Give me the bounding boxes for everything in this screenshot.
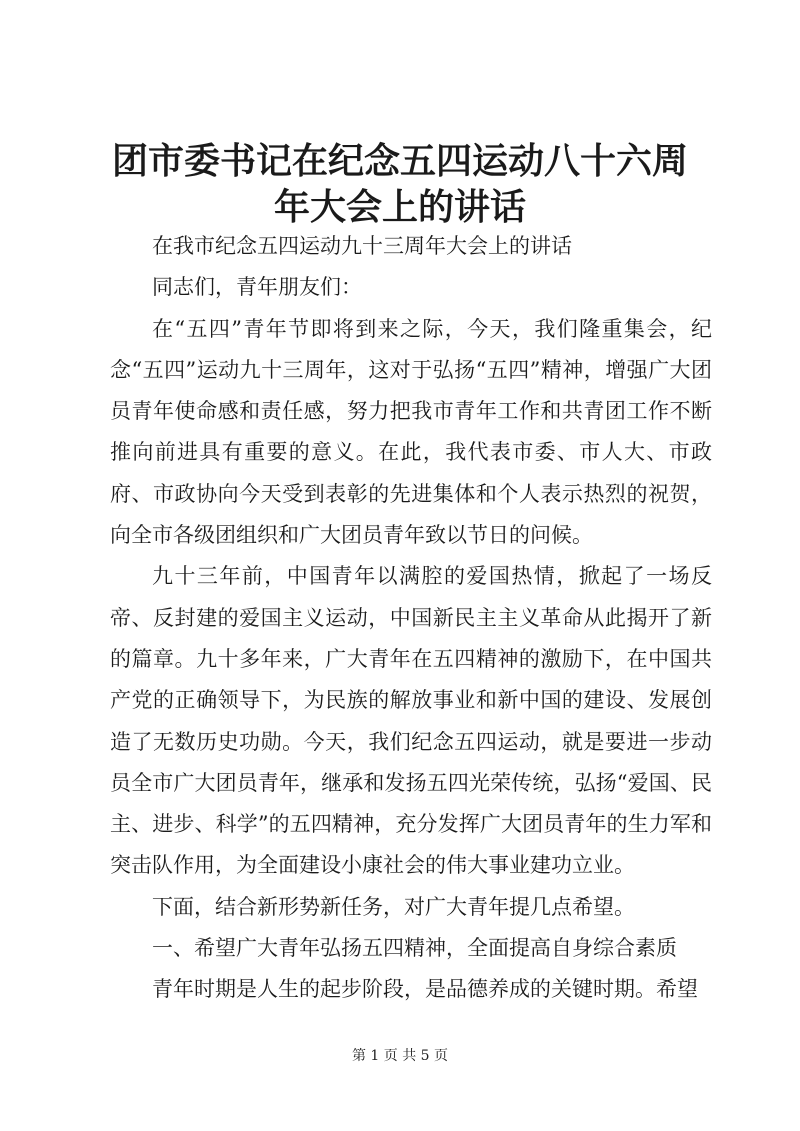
body-paragraph: 青年时期是人生的起步阶段，是品德养成的关键时期。希望	[152, 977, 698, 1002]
page-number-footer: 第 1 页 共 5 页	[351, 1048, 449, 1064]
body-paragraph: 下面，结合新形势新任务，对广大青年提几点希望。	[152, 894, 635, 919]
section-heading: 一、希望广大青年弘扬五四精神，全面提高自身综合素质	[152, 936, 677, 961]
salutation-paragraph: 同志们，青年朋友们：	[152, 275, 362, 300]
body-paragraph: 九十三年前，中国青年以满腔的爱国热情，掀起了一场反帝、反封建的爱国主义运动，中国新民主主义革命从此揭开了新的篇章。九十多年来，广大青年在五四精神的激励下，在中国共产党的正确领导下，为民族的解放事业和新中国的建设、发展创造了无数历史功勋。今天，我们纪念五四运动，就是要进一步动员全市广大团员青年，继承和发扬五四光荣传统，弘扬“爱国、民主、进步、科学”的五四精神，充分发挥广大团员青年的生力军和突击队作用，为全面建设小康社会的伟大事业建功立业。	[110, 564, 712, 878]
body-paragraph: 在“五四”青年节即将到来之际，今天，我们隆重集会，纪念“五四”运动九十三周年，这对于弘扬“五四”精神，增强广大团员青年使命感和责任感，努力把我市青年工作和共青团工作不断推向前进具有重要的意义。在此，我代表市委、市人大、市政府、市政协向今天受到表彰的先进集体和个人表示热烈的祝贺，向全市各级团组织和广大团员青年致以节日的问候。	[110, 316, 712, 548]
document-title: 团市委书记在纪念五四运动八十六周年大会上的讲话	[111, 140, 688, 228]
subtitle-paragraph: 在我市纪念五四运动九十三周年大会上的讲话	[152, 234, 572, 258]
document-body	[110, 226, 712, 1011]
